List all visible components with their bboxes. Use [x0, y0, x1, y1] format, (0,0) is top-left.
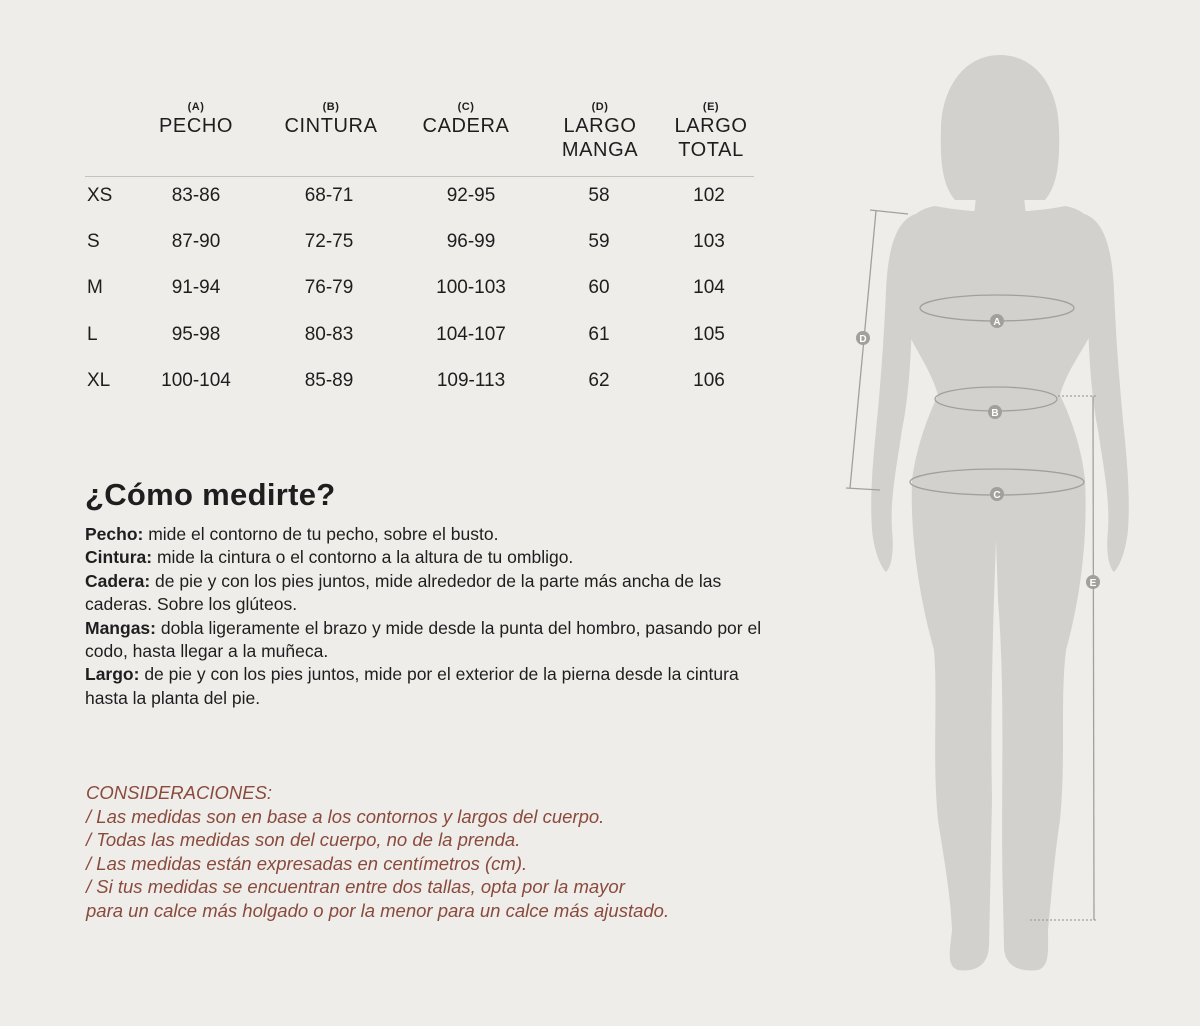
instruction-term: Mangas: — [85, 617, 156, 638]
cell-largo-total: 103 — [693, 231, 725, 252]
woman-silhouette — [871, 55, 1129, 970]
size-label: M — [87, 277, 103, 298]
cell-largo-manga: 60 — [588, 277, 610, 298]
instruction-cintura — [85, 546, 765, 569]
column-label: LARGO TOTAL — [674, 115, 748, 161]
cell-cintura: 80-83 — [304, 324, 354, 345]
column-letter: (B) — [322, 101, 340, 113]
considerations-title: CONSIDERACIONES: — [86, 782, 273, 803]
column-header-largo-total — [674, 100, 747, 162]
cell-pecho: 100-104 — [161, 370, 231, 391]
size-label: S — [87, 231, 100, 252]
column-label: LARGO MANGA — [561, 115, 639, 161]
marker-a-label: A — [993, 317, 1001, 328]
instruction-text: mide el contorno de tu pecho, sobre el busto. — [143, 524, 499, 544]
marker-e-label: E — [1089, 578, 1097, 589]
considerations-block — [86, 781, 786, 923]
column-header-pecho — [159, 100, 233, 138]
instruction-term: Cintura: — [85, 547, 153, 568]
how-to-measure-list — [85, 523, 765, 710]
how-to-measure-title: ¿Cómo medirte? — [85, 477, 336, 512]
marker-d-label: D — [859, 334, 867, 345]
cell-largo-manga: 58 — [588, 185, 610, 206]
body-measurement-figure — [830, 40, 1150, 990]
instruction-mangas — [85, 617, 765, 664]
marker-d — [856, 331, 870, 345]
marker-b-label: B — [991, 408, 999, 419]
table-row — [0, 181, 760, 211]
marker-a — [990, 314, 1004, 328]
instruction-text: de pie y con los pies juntos, mide por el exterior de la pierna desde la cintura hasta la planta del pie. — [85, 664, 739, 708]
cell-pecho: 91-94 — [171, 277, 221, 298]
cell-largo-total: 106 — [693, 370, 725, 391]
cell-cintura: 68-71 — [304, 185, 354, 206]
cell-cadera: 109-113 — [436, 370, 506, 391]
consideration-line: / Las medidas están expresadas en centímetros (cm). — [86, 852, 528, 874]
instruction-text: de pie y con los pies juntos, mide alrededor de la parte más ancha de las caderas. Sobre los glúteos. — [85, 570, 722, 615]
instruction-text: mide la cintura o el contorno a la altura de tu ombligo. — [152, 547, 574, 568]
cell-largo-manga: 59 — [588, 231, 610, 252]
marker-c — [990, 487, 1004, 501]
header-divider — [85, 176, 754, 177]
column-header-largo-manga — [562, 100, 638, 162]
cell-largo-total: 104 — [693, 277, 725, 298]
instruction-cadera — [85, 570, 765, 617]
size-label: L — [87, 324, 98, 345]
cell-cintura: 76-79 — [304, 277, 354, 298]
marker-c-label: C — [993, 490, 1001, 501]
column-header-cadera — [423, 100, 510, 138]
cell-cintura: 85-89 — [304, 370, 354, 391]
table-row — [0, 273, 760, 303]
instruction-term: Pecho: — [85, 524, 144, 544]
silhouette-illustration — [830, 40, 1150, 990]
marker-b — [988, 405, 1002, 419]
cell-largo-total: 105 — [693, 324, 725, 345]
table-row — [0, 227, 760, 257]
cell-largo-total: 102 — [693, 185, 725, 206]
cell-cadera: 96-99 — [446, 231, 496, 252]
column-label: PECHO — [158, 115, 234, 137]
cell-largo-manga: 61 — [588, 324, 610, 345]
column-letter: (A) — [187, 101, 205, 113]
table-row — [0, 366, 760, 396]
consideration-line: / Todas las medidas son del cuerpo, no de la prenda. — [86, 829, 521, 851]
column-label: CINTURA — [284, 115, 378, 137]
cell-cadera: 92-95 — [446, 185, 496, 206]
cell-pecho: 87-90 — [171, 231, 221, 252]
instruction-text: dobla ligeramente el brazo y mide desde la punta del hombro, pasando por el codo, hasta llegar a la muñeca. — [85, 617, 762, 662]
size-label: XS — [87, 185, 113, 206]
instruction-term: Cadera: — [85, 570, 151, 591]
column-header-cintura — [284, 100, 377, 138]
size-label: XL — [87, 370, 111, 391]
column-label: CADERA — [422, 115, 510, 137]
cell-cadera: 100-103 — [436, 277, 506, 298]
column-letter: (D) — [591, 101, 609, 113]
cell-cadera: 104-107 — [436, 324, 506, 345]
consideration-line: para un calce más holgado o por la menor para un calce más ajustado. — [86, 899, 670, 921]
consideration-line: / Si tus medidas se encuentran entre dos tallas, opta por la mayor — [86, 876, 625, 898]
cell-pecho: 95-98 — [171, 324, 221, 345]
instruction-term: Largo: — [85, 664, 140, 685]
column-letter: (E) — [702, 101, 720, 113]
consideration-line: / Las medidas son en base a los contornos y largos del cuerpo. — [86, 805, 605, 827]
column-letter: (C) — [457, 101, 475, 113]
cell-largo-manga: 62 — [588, 370, 610, 391]
instruction-largo — [85, 663, 765, 710]
cell-cintura: 72-75 — [304, 231, 354, 252]
instruction-pecho — [85, 523, 765, 546]
table-row — [0, 320, 760, 350]
size-table-header — [0, 100, 760, 170]
cell-pecho: 83-86 — [171, 185, 221, 206]
marker-e — [1086, 575, 1100, 589]
